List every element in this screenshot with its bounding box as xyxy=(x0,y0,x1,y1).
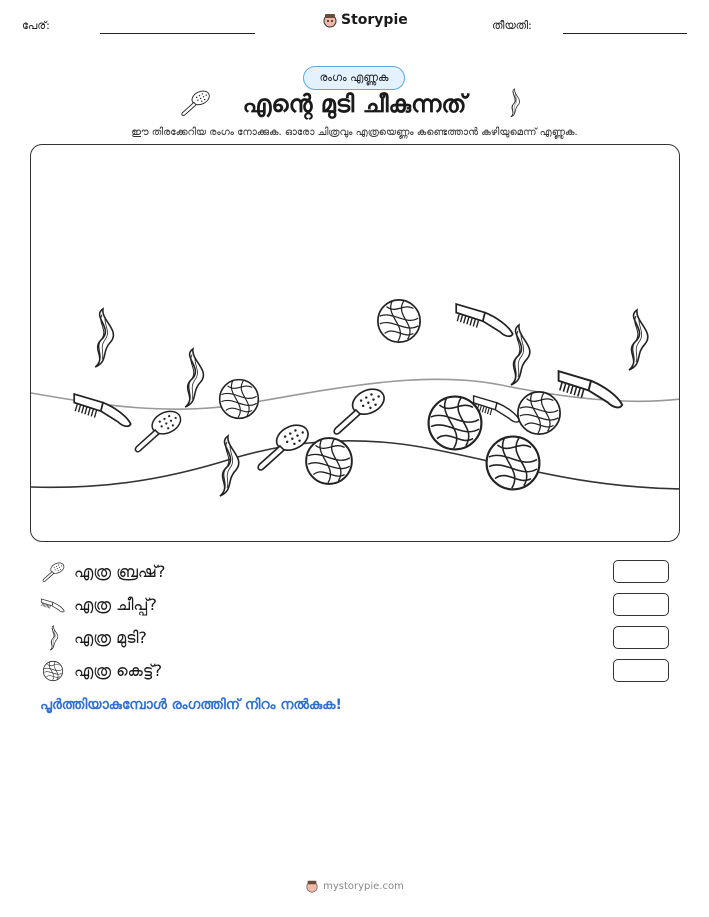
hair-4 xyxy=(511,325,530,385)
question-brush xyxy=(40,559,165,585)
bun-2 xyxy=(220,380,259,419)
activity-badge: രംഗം എണ്ണുക xyxy=(303,66,405,90)
bun-6 xyxy=(487,437,540,490)
brand-name: Storypie xyxy=(341,12,408,28)
question-bun xyxy=(40,658,162,684)
brush-3 xyxy=(334,384,388,434)
answer-box-bun[interactable] xyxy=(613,659,669,682)
comb-4 xyxy=(559,371,623,407)
question-text: എത്ര മുടി? xyxy=(74,628,147,647)
answer-box-comb[interactable] xyxy=(613,593,669,616)
question-text: എത്ര ബ്രഷ്? xyxy=(74,562,166,581)
answer-box-brush[interactable] xyxy=(613,560,669,583)
hair-icon xyxy=(500,88,526,118)
counting-scene xyxy=(30,144,680,542)
comb-2 xyxy=(456,304,513,336)
name-label: പേര്: xyxy=(22,19,50,32)
question-hair xyxy=(40,625,147,651)
instructions-text: ഈ തിരക്കേറിയ രംഗം നോക്കുക. ഓരോ ചിത്രവും എത്രയെണ്ണം കണ്ടെത്താൻ കഴിയുമെന്ന് എണ്ണുക. xyxy=(131,127,578,138)
bun-1 xyxy=(378,300,420,342)
brush-1 xyxy=(135,407,184,452)
brush-2 xyxy=(258,420,312,470)
name-field[interactable] xyxy=(100,33,255,34)
storypie-mascot-icon xyxy=(322,12,338,28)
bun-4 xyxy=(429,397,482,450)
date-field[interactable] xyxy=(563,33,687,34)
footer-url[interactable]: mystorypie.com xyxy=(323,880,404,892)
coloring-note: പൂർത്തിയാകുമ്പോൾ രംഗത്തിന് നിറം നൽകുക! xyxy=(40,697,342,713)
page-title: എന്റെ മുടി ചീകുന്നത് xyxy=(242,90,467,118)
hair-5 xyxy=(629,310,648,370)
brand-logo xyxy=(322,12,408,28)
question-comb xyxy=(40,592,157,618)
bun-5 xyxy=(518,392,560,434)
bun-icon xyxy=(42,660,64,682)
answer-box-hair[interactable] xyxy=(613,626,669,649)
question-text: എത്ര കെട്ട്? xyxy=(74,661,163,680)
comb-icon xyxy=(40,593,66,617)
storypie-mascot-icon xyxy=(305,879,319,893)
brush-icon xyxy=(40,560,66,584)
scene-illustration xyxy=(31,145,680,542)
question-text: എത്ര ചീപ്പ്? xyxy=(74,595,158,614)
hair-icon xyxy=(46,625,60,651)
page-footer xyxy=(0,879,709,893)
hair-1 xyxy=(95,309,113,367)
hair-3 xyxy=(220,436,239,496)
date-label: തീയതി: xyxy=(492,19,532,32)
comb-1 xyxy=(74,394,131,426)
bun-3 xyxy=(306,438,352,484)
hair-2 xyxy=(185,349,203,407)
